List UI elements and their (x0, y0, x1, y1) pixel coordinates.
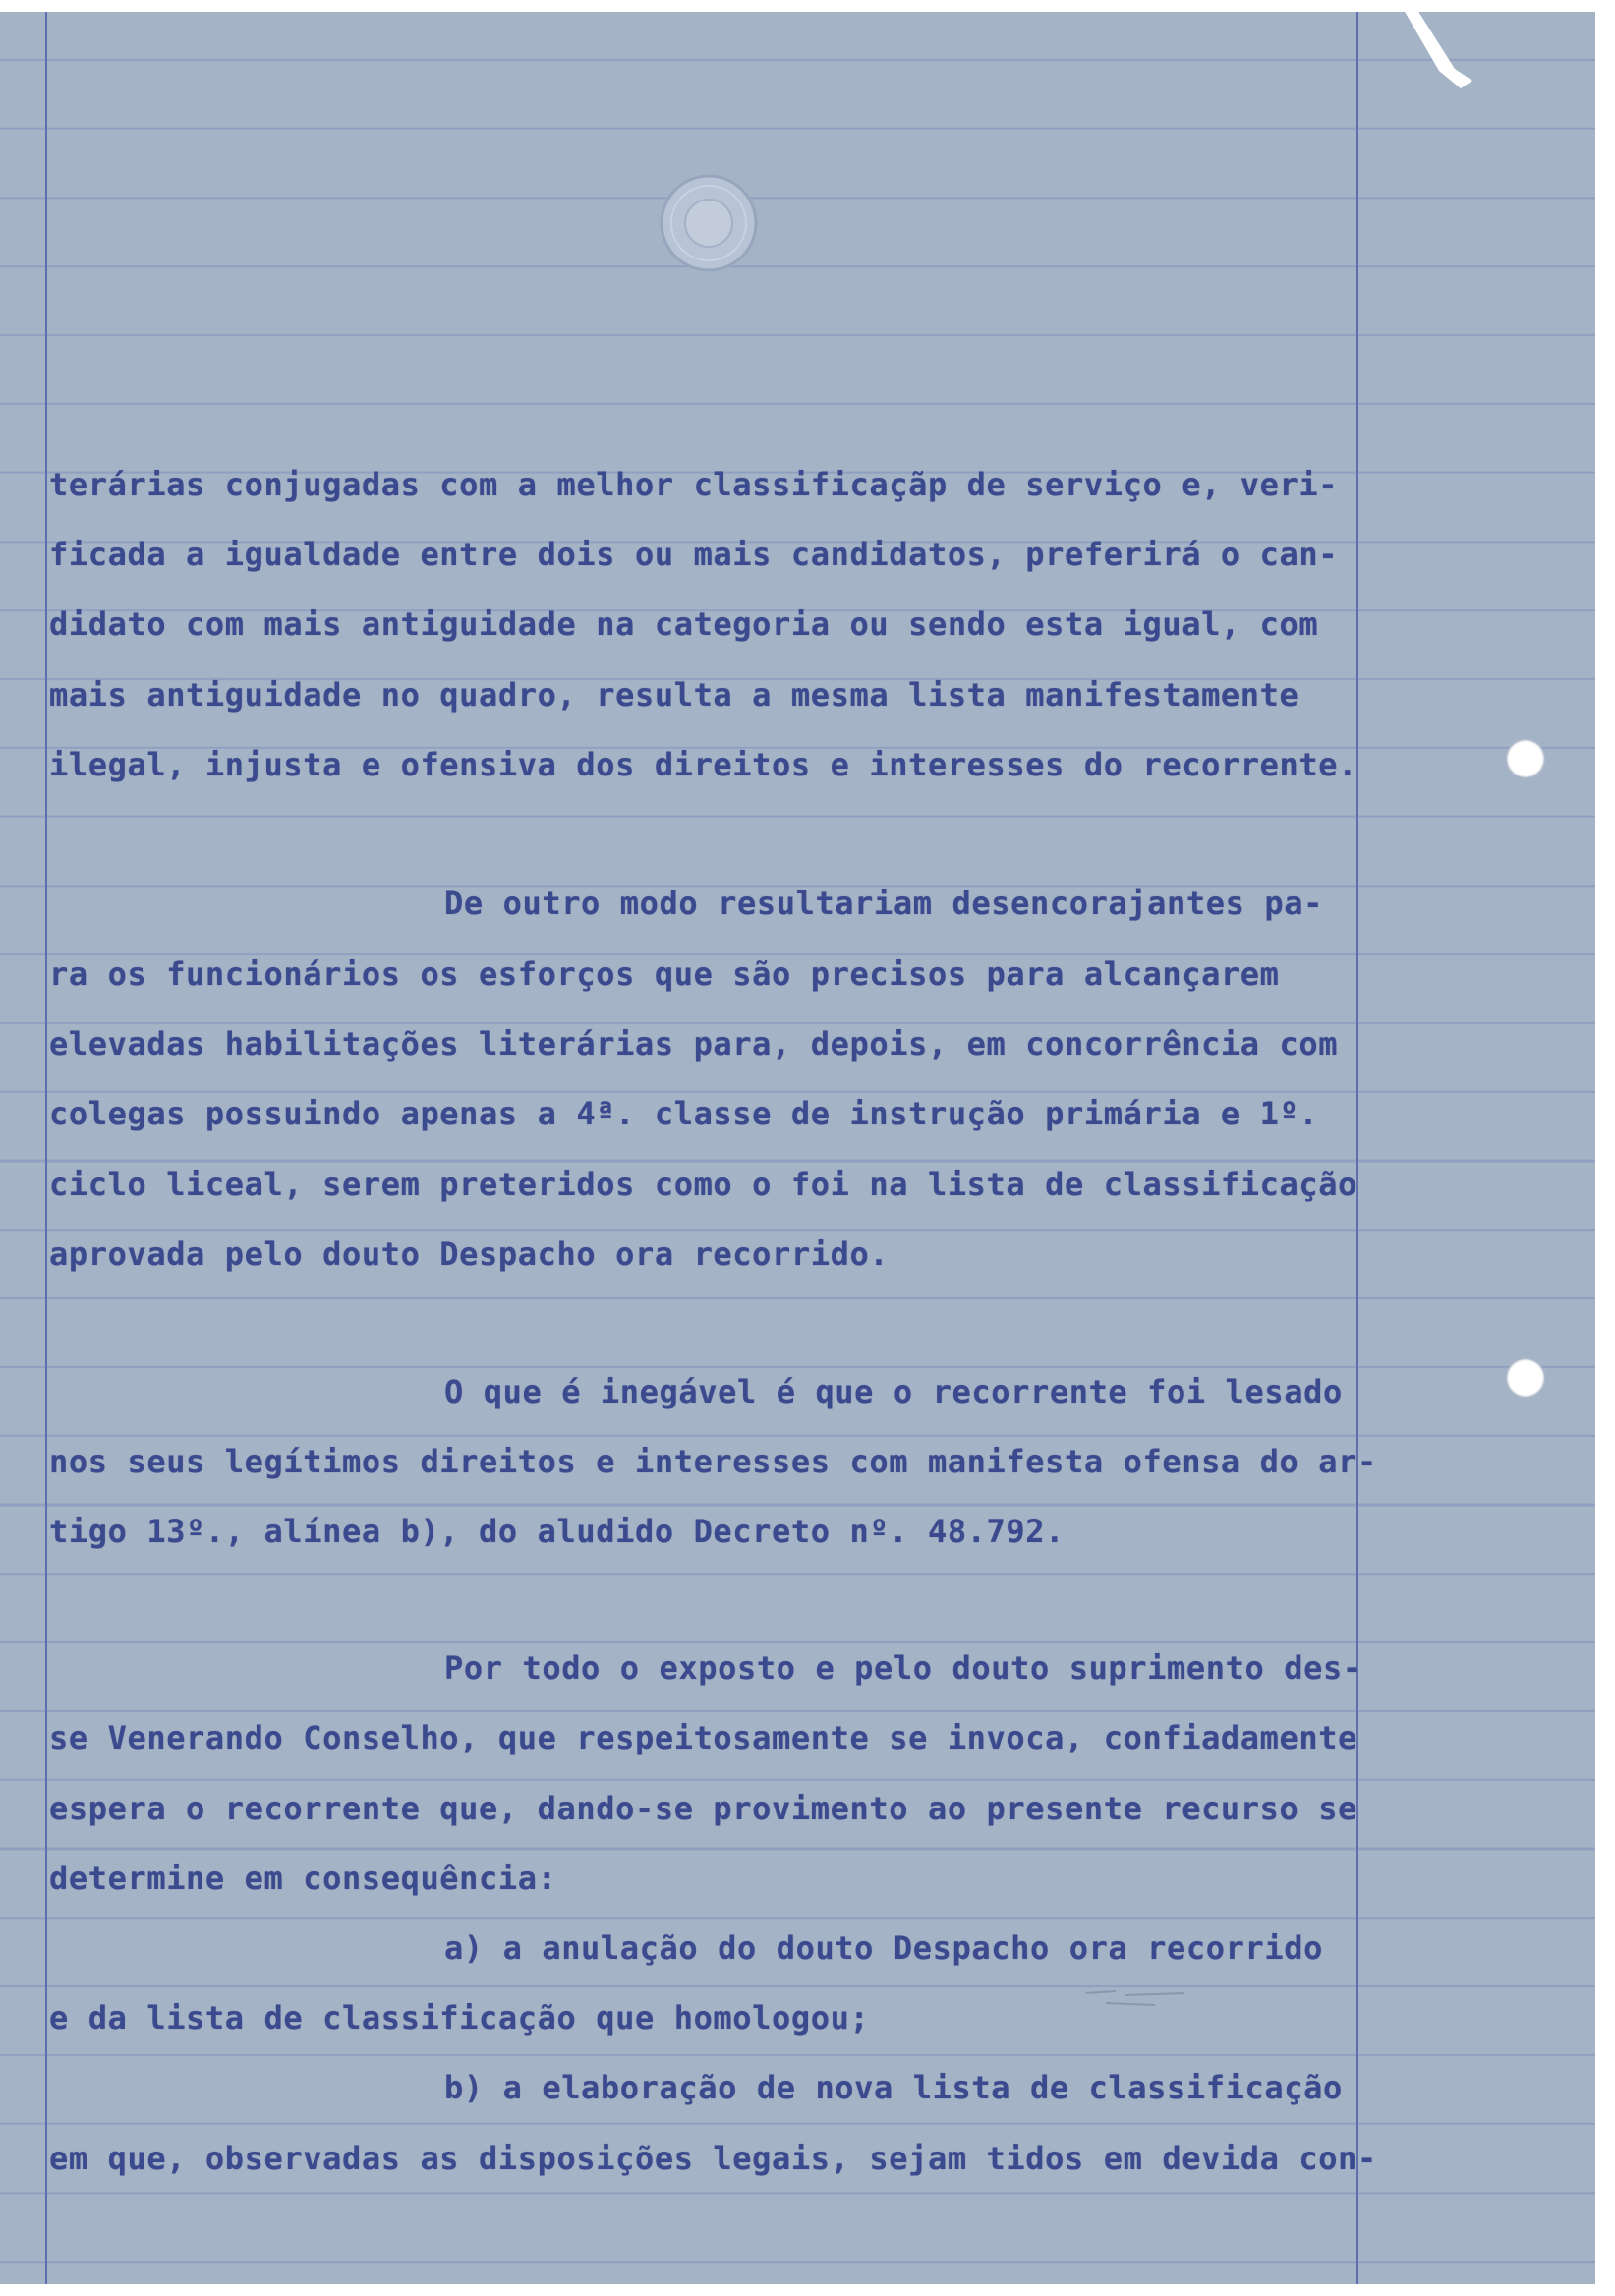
torn-corner (1396, 10, 1484, 88)
text-line: em que, observadas as disposições legais, sejam tidos em devida con- (49, 2140, 1377, 2177)
text-line: e da lista de classificação que homologou; (49, 1999, 870, 2037)
text-line: ilegal, injusta e ofensiva dos direitos e interesses do recorrente. (49, 746, 1357, 783)
text-line: nos seus legítimos direitos e interesses com manifesta ofensa do ar- (49, 1443, 1377, 1480)
text-line: colegas possuindo apenas a 4ª. classe de instrução primária e 1º. (49, 1095, 1319, 1132)
text-line: Por todo o exposto e pelo douto suprimento des- (444, 1649, 1362, 1687)
text-line: ciclo liceal, serem preteridos como o foi na lista de classificação (49, 1166, 1357, 1203)
text-line: O que é inegável é que o recorrente foi lesado (444, 1373, 1343, 1410)
list-item-a: a) a anulação do douto Despacho ora recorrido (444, 1929, 1323, 1967)
text-line: aprovada pelo douto Despacho ora recorrido. (49, 1235, 890, 1273)
list-item-b: b) a elaboração de nova lista de classificação (444, 2069, 1343, 2106)
text-line: terárias conjugadas com a melhor classificaçãp de serviço e, veri- (49, 466, 1339, 503)
text-line: ra os funcionários os esforços que são precisos para alcançarem (49, 955, 1280, 993)
embossed-seal-icon (657, 171, 761, 275)
text-line: didato com mais antiguidade na categoria ou sendo esta igual, com (49, 605, 1319, 643)
scan-border-bottom (0, 2284, 1615, 2296)
text-line: ficada a igualdade entre dois ou mais candidatos, preferirá o can- (49, 536, 1339, 573)
text-line: mais antiguidade no quadro, resulta a mesma lista manifestamente (49, 676, 1299, 714)
text-line: se Venerando Conselho, que respeitosamente se invoca, confiadamente (49, 1719, 1357, 1756)
text-line: espera o recorrente que, dando-se provimento ao presente recurso se (49, 1790, 1357, 1827)
text-line: De outro modo resultariam desencorajantes pa- (444, 885, 1323, 922)
text-line: determine em consequência: (49, 1860, 557, 1897)
scan-border-right (1595, 0, 1615, 2296)
binder-hole-lower (1506, 1358, 1545, 1398)
scan-border-top (0, 0, 1615, 12)
binder-hole-upper (1506, 739, 1545, 778)
text-line: elevadas habilitações literárias para, depois, em concorrência com (49, 1025, 1339, 1062)
text-line: tigo 13º., alínea b), do aludido Decreto nº. 48.792. (49, 1513, 1066, 1550)
